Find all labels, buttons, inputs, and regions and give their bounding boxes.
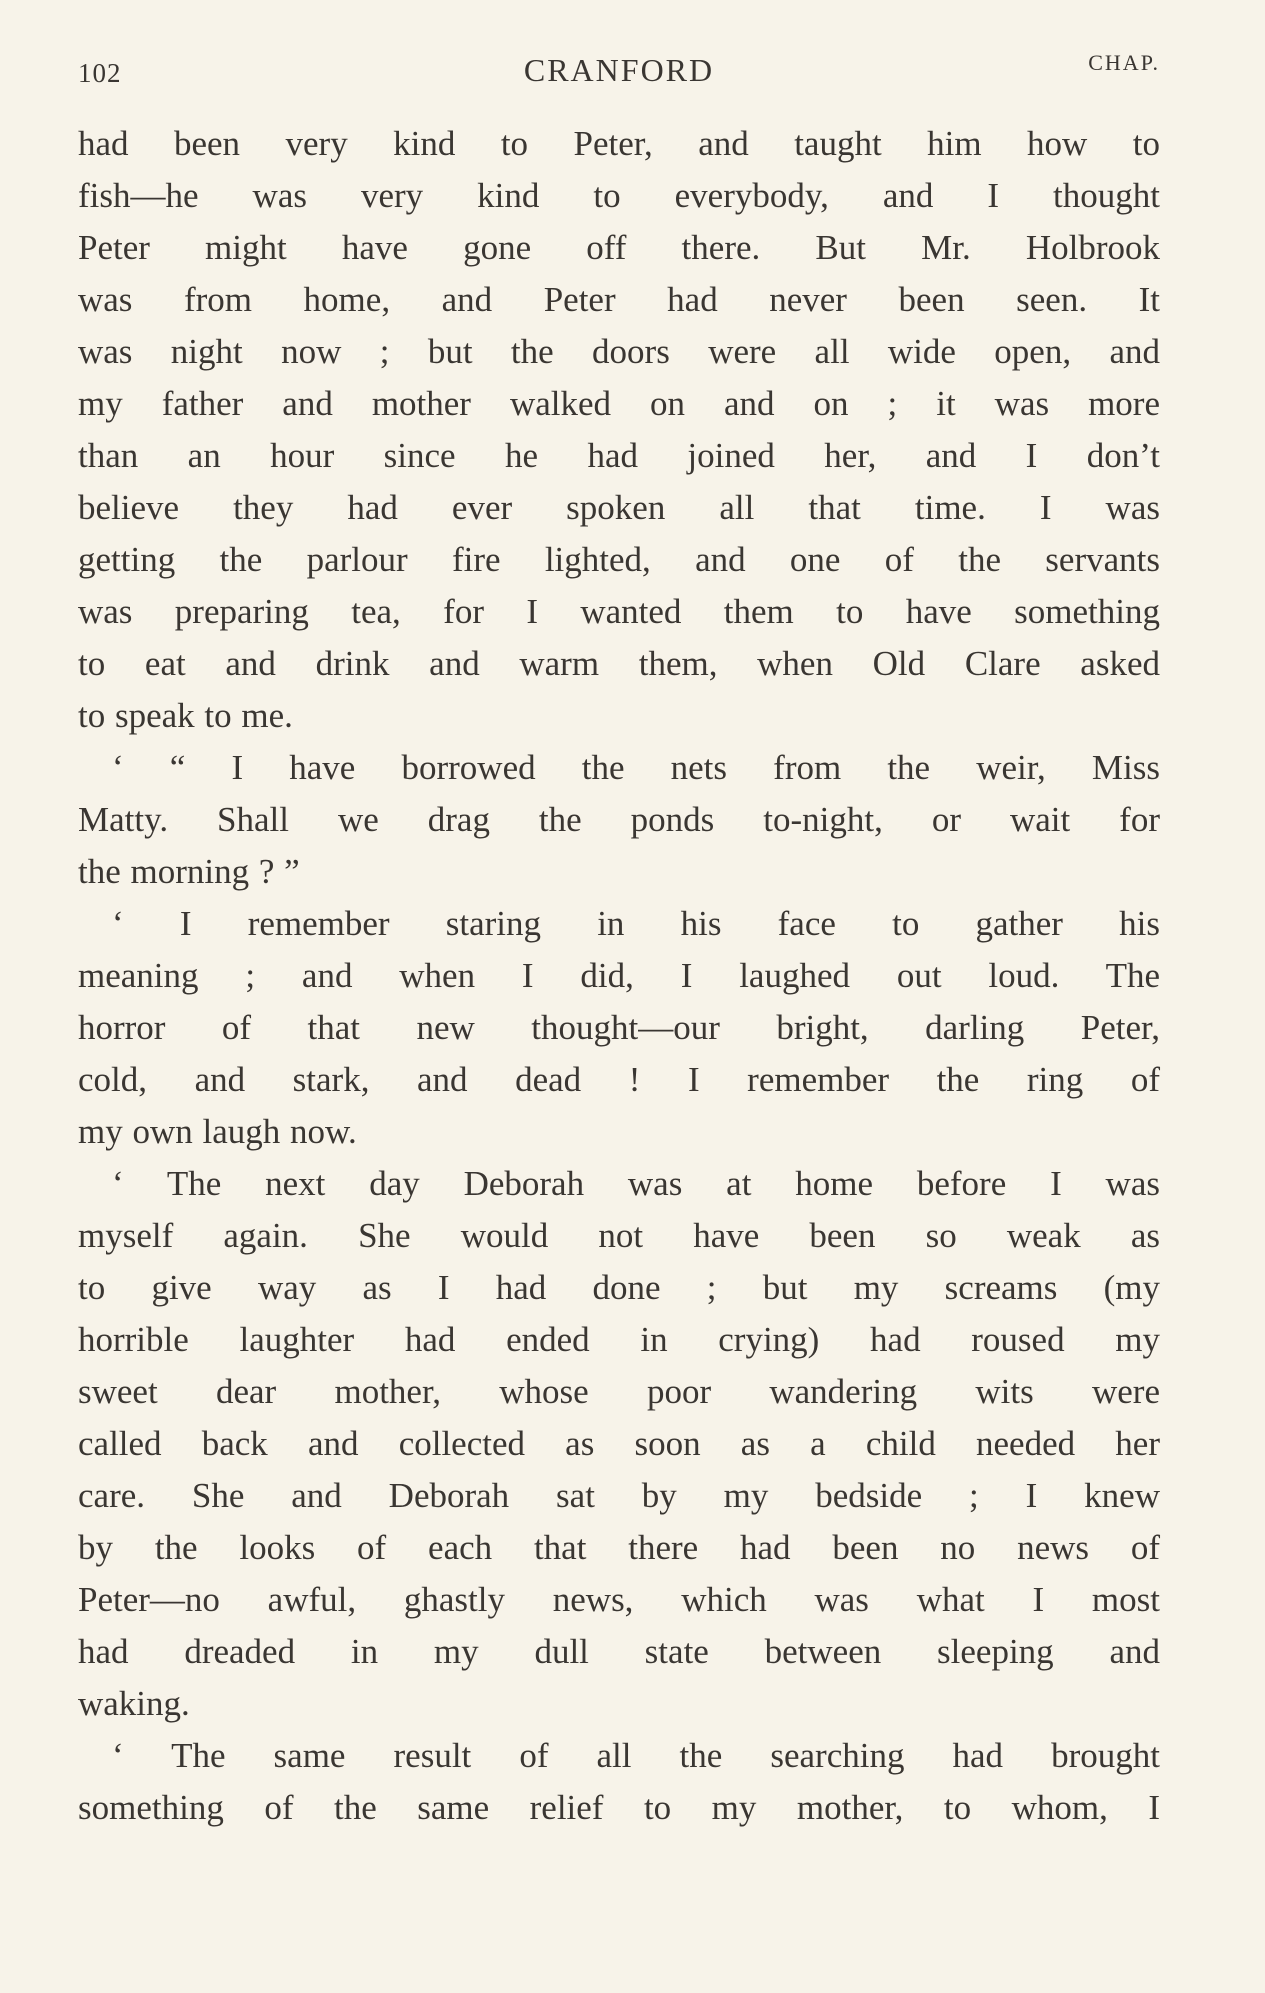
text-line: sweet dear mother, whose poor wandering wits were — [78, 1372, 1160, 1411]
text-line: Peter might have gone off there. But Mr. Holbrook — [78, 228, 1160, 267]
text-line: horrible laughter had ended in crying) had roused my — [78, 1320, 1160, 1359]
text-line: the morning ? ” — [78, 852, 300, 891]
text-line: to give way as I had done ; but my screams (my — [78, 1268, 1160, 1307]
text-line: my father and mother walked on and on ; it was more — [78, 384, 1160, 423]
text-line: ‘ The same result of all the searching had brought — [112, 1736, 1160, 1775]
text-line: than an hour since he had joined her, and I don’t — [78, 436, 1160, 475]
text-line: care. She and Deborah sat by my bedside ; I knew — [78, 1476, 1160, 1515]
paragraph — [78, 898, 1160, 1158]
chapter-label: CHAP. — [1088, 50, 1160, 75]
paragraph — [78, 118, 1160, 742]
text-line: cold, and stark, and dead ! I remember the ring of — [78, 1060, 1160, 1099]
page-number: 102 — [78, 58, 122, 88]
text-line: something of the same relief to my mother, to whom, I — [78, 1788, 1160, 1827]
text-line: had been very kind to Peter, and taught him how to — [78, 124, 1160, 163]
text-line: myself again. She would not have been so weak as — [78, 1216, 1160, 1255]
text-line: fish—he was very kind to everybody, and I thought — [78, 176, 1160, 215]
text-line: had dreaded in my dull state between sleeping and — [78, 1632, 1160, 1671]
text-line: ‘ I remember staring in his face to gather his — [112, 904, 1160, 943]
text-line: meaning ; and when I did, I laughed out loud. The — [78, 956, 1160, 995]
text-line: getting the parlour fire lighted, and one of the servants — [78, 540, 1160, 579]
body-text — [78, 118, 1160, 1834]
paragraph — [78, 1730, 1160, 1834]
text-line: Peter—no awful, ghastly news, which was what I most — [78, 1580, 1160, 1619]
text-line: was from home, and Peter had never been seen. It — [78, 280, 1160, 319]
paragraph — [78, 742, 1160, 898]
paragraph — [78, 1158, 1160, 1730]
book-title: CRANFORD — [523, 52, 715, 88]
text-line: waking. — [78, 1684, 190, 1723]
text-line: Matty. Shall we drag the ponds to-night, or wait for — [78, 800, 1160, 839]
text-line: to eat and drink and warm them, when Old Clare asked — [78, 644, 1160, 683]
text-line: was preparing tea, for I wanted them to have something — [78, 592, 1160, 631]
text-line: ‘ “ I have borrowed the nets from the weir, Miss — [112, 748, 1160, 787]
text-line: believe they had ever spoken all that time. I was — [78, 488, 1160, 527]
text-line: my own laugh now. — [78, 1112, 357, 1151]
text-line: ‘ The next day Deborah was at home before I was — [112, 1164, 1160, 1203]
text-line: called back and collected as soon as a child needed her — [78, 1424, 1160, 1463]
text-line: was night now ; but the doors were all wide open, and — [78, 332, 1160, 371]
text-line: by the looks of each that there had been no news of — [78, 1528, 1160, 1567]
text-line: horror of that new thought—our bright, darling Peter, — [78, 1008, 1160, 1047]
text-line: to speak to me. — [78, 696, 293, 735]
running-head — [78, 50, 1160, 98]
